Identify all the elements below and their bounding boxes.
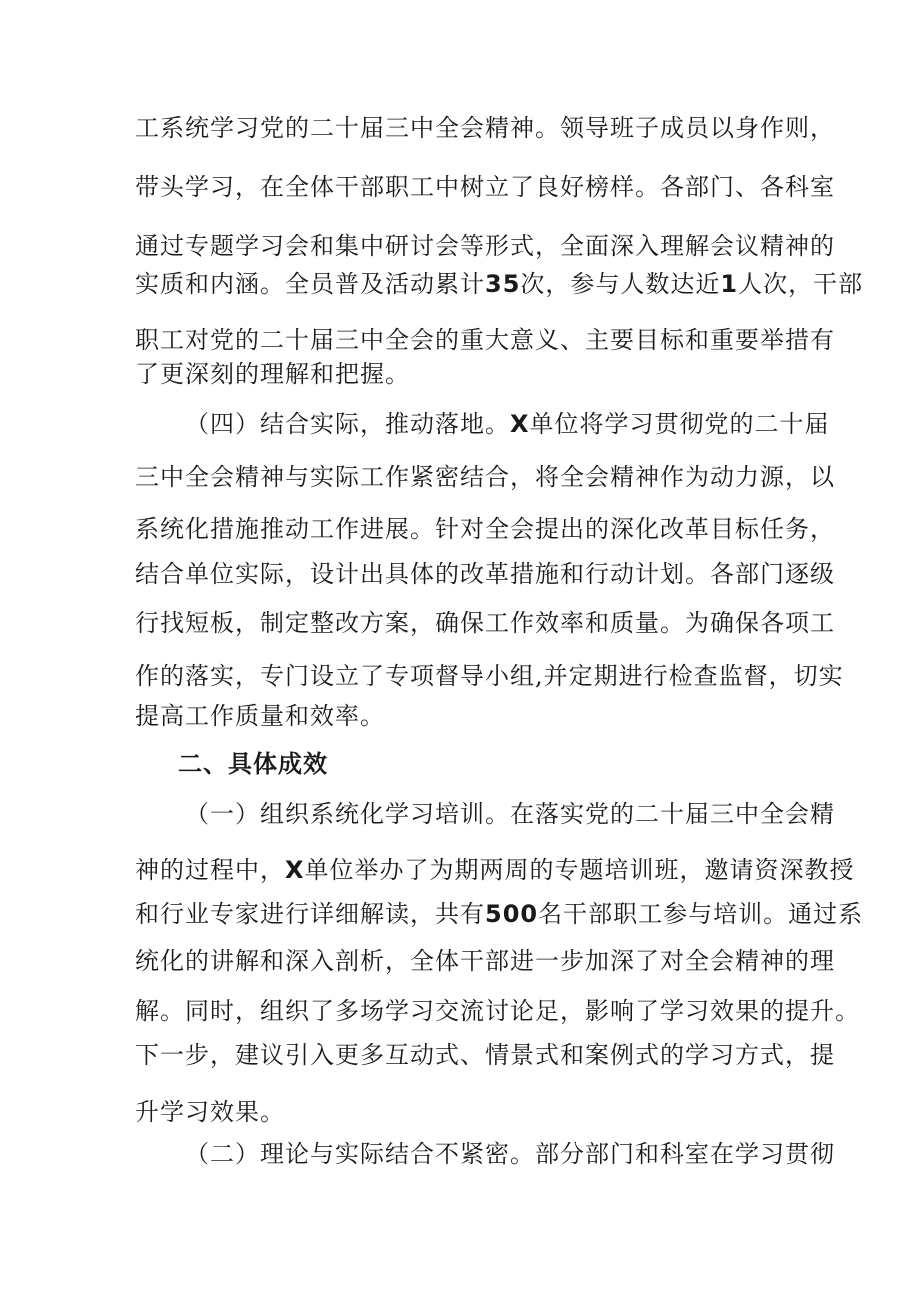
paragraph-line [135,358,410,390]
paragraph-line [135,700,385,732]
text-segment: （四）结合实际，推动落地。 [185,410,510,438]
paragraph-line [135,1096,285,1128]
text-segment: 系统化措施推动工作进展。针对全会提出的深化改革目标任务， [135,515,835,543]
text-segment: 工系统学习党的二十届三中全会精神。领导班子成员以身作则， [135,114,835,142]
text-segment: 带头学习，在全体干部职工中树立了良好榜样。各部门、各科室 [135,173,835,201]
paragraph-line [135,558,835,590]
paragraph-line [135,268,863,300]
paragraph-line [135,995,860,1027]
text-segment: 神的过程中， [135,856,285,884]
text-segment: 解。同时，组织了多场学习交流讨论足，影响了学习效果的提升。 [135,997,860,1025]
paragraph-line [185,408,830,440]
emphasized-value: X [285,856,305,884]
text-segment: 单位将学习贯彻党的二十届 [529,410,830,438]
emphasized-value: 500 [485,900,539,928]
text-segment: （一）组织系统化学习培训。在落实党的二十届三中全会精 [185,800,835,828]
text-segment: 升学习效果。 [135,1098,285,1126]
text-segment: 作的落实，专门设立了专项督导小组,并定期进行检查监督，切实 [135,662,844,690]
text-segment: 统化的讲解和深入剖析，全体干部进一步加深了对全会精神的理 [135,947,835,975]
paragraph-line [135,607,835,639]
paragraph-line [135,660,844,692]
paragraph-line [135,898,863,930]
paragraph-line [135,112,835,144]
paragraph-line [135,854,855,886]
text-segment: 名干部职工参与培训。通过系 [538,900,864,928]
emphasized-value: X [510,410,530,438]
text-segment: 行找短板，制定整改方案，确保工作效率和质量。为确保各项工 [135,609,835,637]
text-segment: 职工对党的二十届三中全会的重大意义、主要目标和重要举措有 [135,326,835,354]
text-segment: 和行业专家进行详细解读，共有 [135,900,485,928]
text-segment: 人次，干部 [738,270,864,298]
text-segment: 二、具体成效 [178,750,328,778]
text-segment: 了更深刻的理解和把握。 [135,360,410,388]
section-heading [178,748,328,780]
paragraph-line [135,1039,835,1071]
text-segment: 提高工作质量和效率。 [135,702,385,730]
paragraph-line [185,1138,835,1170]
paragraph-line [185,798,835,830]
text-segment: 三中全会精神与实际工作紧密结合，将全会精神作为动力源，以 [135,463,835,491]
emphasized-value: 35 [485,270,521,298]
paragraph-line [135,461,835,493]
paragraph-line [135,513,835,545]
text-segment: 通过专题学习会和集中研讨会等形式，全面深入理解会议精神的 [135,232,835,260]
paragraph-line [135,230,835,262]
text-segment: 实质和内涵。全员普及活动累计 [135,270,485,298]
text-segment: 次，参与人数达近 [520,270,721,298]
text-segment: 结合单位实际，设计出具体的改革措施和行动计划。各部门逐级 [135,560,835,588]
text-segment: （二）理论与实际结合不紧密。部分部门和科室在学习贯彻 [185,1140,835,1168]
emphasized-value: 1 [720,270,739,298]
paragraph-line [135,324,835,356]
text-segment: 下一步，建议引入更多互动式、情景式和案例式的学习方式，提 [135,1041,835,1069]
paragraph-line [135,171,835,203]
text-segment: 单位举办了为期两周的专题培训班，邀请资深教授 [304,856,855,884]
paragraph-line [135,945,835,977]
